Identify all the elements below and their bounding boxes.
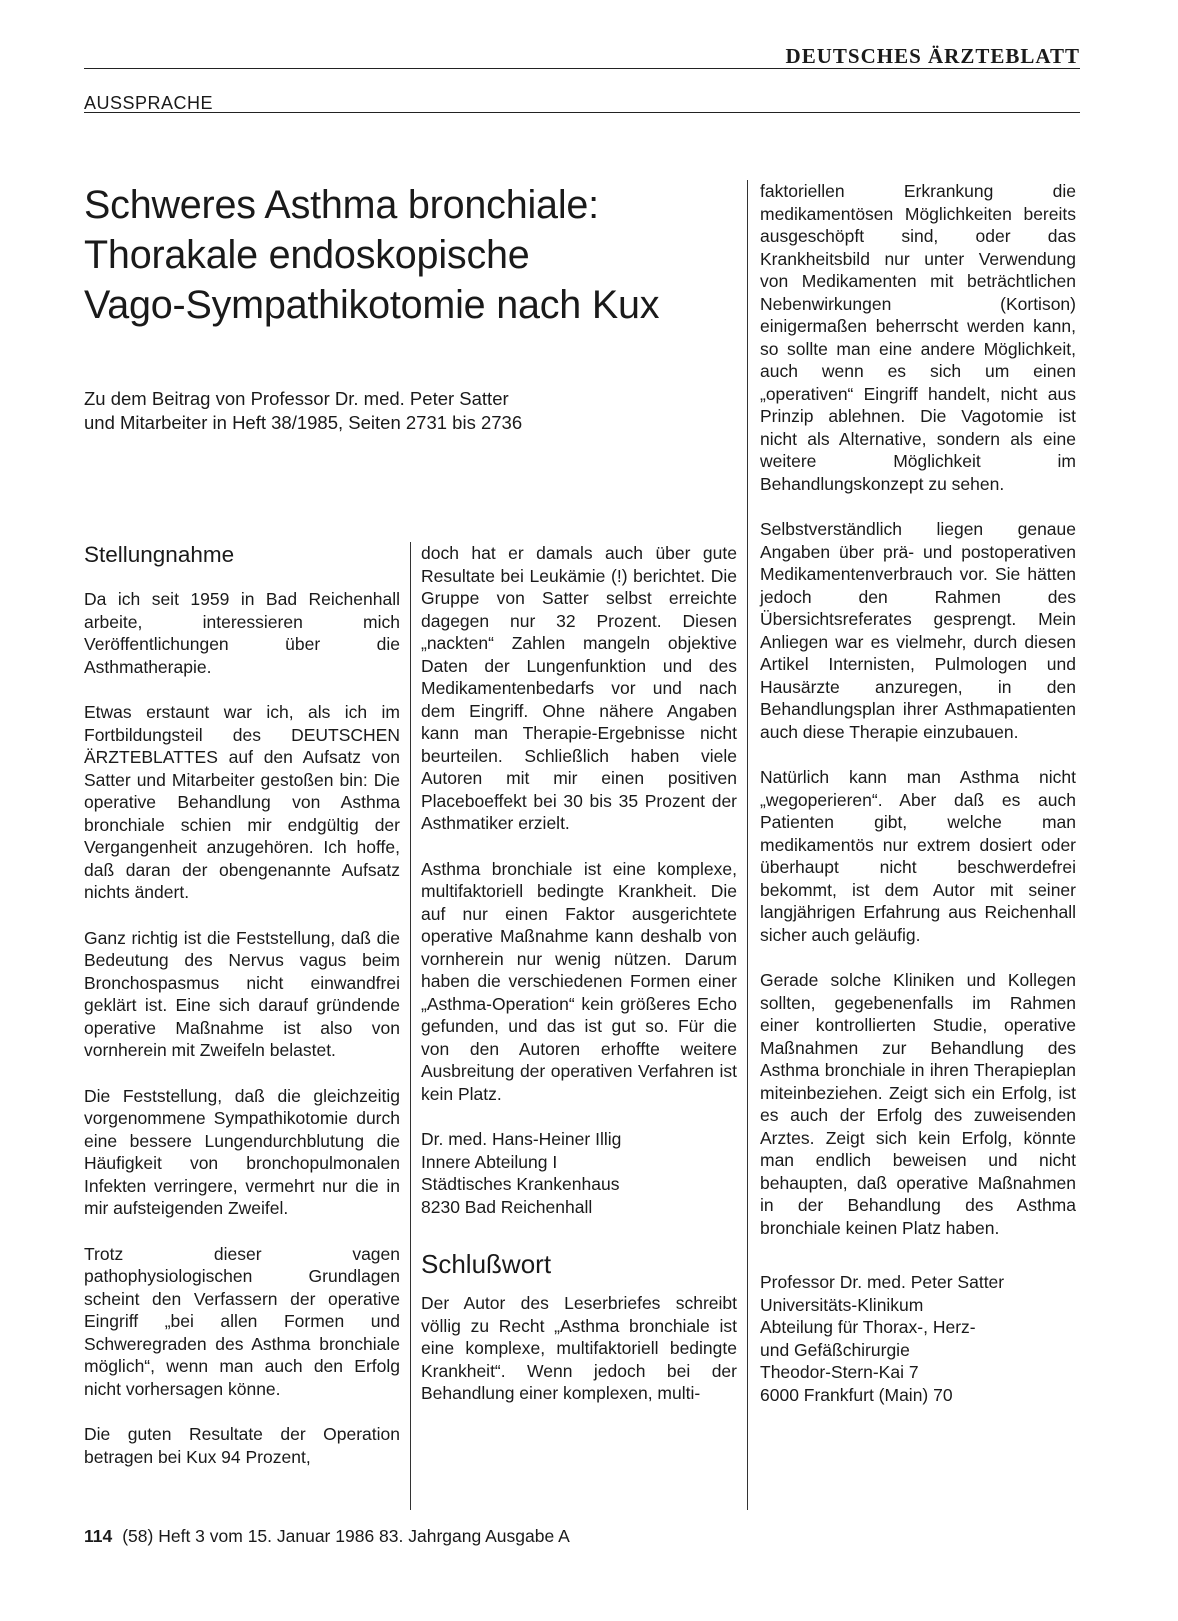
subtitle-line: Zu dem Beitrag von Professor Dr. med. Peter Satter: [84, 388, 509, 409]
paragraph: Selbstverständlich liegen genaue Angaben über prä- und postoperativen Medikamentenverbrauch vor. Sie hätten jedoch den Rahmen des Übersichtsreferates gesprengt. Mein Anliegen war es vielmehr, durch diesen Artikel Internisten, Pulmologen und Hausärzte anzuregen, in den Behandlungsplan ihrer Asthmapatienten auch diese Therapie einzubauen.: [760, 519, 1076, 742]
title-line: Vago-Sympathikotomie nach Kux: [84, 283, 660, 327]
signature-line: und Gefäßchirurgie: [760, 1339, 910, 1360]
heading-stellungnahme: Stellungnahme: [84, 542, 235, 567]
column-2: [421, 542, 737, 1405]
paragraph: Der Autor des Leserbriefes schreibt völlig zu Recht „Asthma bronchiale ist eine komplexe, multifaktoriell bedingte Krankheit“. Wenn jedoch bei der Behandlung einer komplexen, multi-: [421, 1293, 737, 1403]
subtitle-line: und Mitarbeiter in Heft 38/1985, Seiten 2731 bis 2736: [84, 412, 523, 433]
signature-line: Professor Dr. med. Peter Satter: [760, 1272, 1005, 1292]
signature-line: 6000 Frankfurt (Main) 70: [760, 1384, 953, 1405]
page-footer: [84, 1526, 570, 1547]
masthead: DEUTSCHES ÄRZTEBLATT: [785, 44, 1080, 68]
section-rule: [84, 112, 1080, 113]
paragraph: Etwas erstaunt war ich, als ich im Fortbildungsteil des DEUTSCHEN ÄRZTEBLATTES auf den Aufsatz von Satter und Mitarbeiter gestoßen bin: Die operative Behandlung von Asthma bronchiale schien mir endgültig der Vergangenheit anzugehören. Ich hoffe, daß daran der obengenannte Aufsatz nichts ändert.: [84, 702, 400, 902]
reply-signature: [760, 1271, 1076, 1406]
paragraph: doch hat er damals auch über gute Resultate bei Leukämie (!) berichtet. Die Gruppe von Satter selbst erreichte dagegen nur 32 Prozent. Diesen „nackten“ Zahlen mangeln objektive Daten der Lungenfunktion und des Medikamentenbedarfs vor und nach dem Eingriff. Ohne nähere Angaben kann man Therapie-Ergebnisse nicht beurteilen. Schließlich haben viele Autoren mit mir einen positiven Placeboeffekt bei 30 bis 35 Prozent der Asthmatiker erzielt.: [421, 543, 737, 833]
paragraph: Ganz richtig ist die Feststellung, daß die Bedeutung des Nervus vagus beim Bronchospasmus nicht einwandfrei geklärt ist. Eine sich darauf gründende operative Maßnahme ist also von vornherein mit Zweifeln belastet.: [84, 927, 400, 1060]
column-1: [84, 542, 400, 1468]
heading-schlusswort: Schlußwort: [421, 1249, 552, 1279]
signature-line: 8230 Bad Reichenhall: [421, 1196, 593, 1217]
signature-line: Universitäts-Klinikum: [760, 1294, 924, 1315]
column-divider: [410, 542, 411, 1510]
article-title: [84, 180, 744, 330]
title-line: Schweres Asthma bronchiale:: [84, 183, 599, 227]
masthead-rule: [84, 68, 1080, 69]
section-label: AUSSPRACHE: [84, 93, 214, 113]
letter-signature: [421, 1128, 737, 1218]
signature-line: Abteilung für Thorax-, Herz-: [760, 1317, 976, 1337]
column-3: [760, 180, 1076, 1406]
signature-line: Städtisches Krankenhaus: [421, 1174, 620, 1194]
paragraph: Da ich seit 1959 in Bad Reichenhall arbeite, interessieren mich Veröffentlichungen über die Asthmatherapie.: [84, 589, 400, 677]
paragraph: Asthma bronchiale ist eine komplexe, multifaktoriell bedingte Krankheit. Die auf nur einen Faktor ausgerichtete operative Maßnahme kann deshalb von vornherein nur wenig nützen. Darum haben die verschiedenen Formen einer „Asthma-Operation“ kein größeres Echo gefunden, und das ist gut so. Für die von den Autoren erhoffte weitere Ausbreitung der operativen Verfahren ist kein Platz.: [421, 858, 737, 1104]
issue-info: (58) Heft 3 vom 15. Januar 1986 83. Jahrgang Ausgabe A: [122, 1526, 570, 1546]
signature-line: Theodor-Stern-Kai 7: [760, 1362, 919, 1382]
column-divider: [747, 180, 748, 1510]
article-subtitle: [84, 387, 704, 435]
paragraph: Die guten Resultate der Operation betragen bei Kux 94 Prozent,: [84, 1424, 400, 1467]
page-number: 114: [84, 1526, 113, 1546]
paragraph: Natürlich kann man Asthma nicht „wegoperieren“. Aber daß es auch Patienten gibt, welche man medikamentös nur extrem dosiert oder überhaupt nicht beschwerdefrei bekommt, ist dem Autor mit seiner langjährigen Erfahrung aus Reichenhall sicher auch geläufig.: [760, 767, 1076, 945]
paragraph: Trotz dieser vagen pathophysiologischen Grundlagen scheint den Verfassern der operative Eingriff „bei allen Formen und Schweregraden des Asthma bronchiale möglich“, wenn man auch den Erfolg nicht vorhersagen könne.: [84, 1243, 400, 1399]
signature-line: Dr. med. Hans-Heiner Illig: [421, 1129, 622, 1149]
signature-line: Innere Abteilung I: [421, 1151, 558, 1172]
paragraph: Die Feststellung, daß die gleichzeitig vorgenommene Sympathikotomie durch eine bessere Lungendurchblutung die Häufigkeit von bronchopulmonalen Infekten verringere, vermehrt nur die in mir aufsteigenden Zweifel.: [84, 1085, 400, 1218]
paragraph: faktoriellen Erkrankung die medikamentösen Möglichkeiten bereits ausgeschöpft sind, oder das Krankheitsbild nur unter Verwendung von Medikamenten mit beträchtlichen Nebenwirkungen (Kortison) einigermaßen beherrscht werden kann, so sollte man eine andere Möglichkeit, auch wenn es sich um einen „operativen“ Eingriff handelt, nicht aus Prinzip ablehnen. Die Vagotomie ist nicht als Alternative, sondern als eine weitere Möglichkeit im Behandlungskonzept zu sehen.: [760, 181, 1076, 494]
title-line: Thorakale endoskopische: [84, 233, 530, 277]
paragraph: Gerade solche Kliniken und Kollegen sollten, gegebenenfalls im Rahmen einer kontrollierten Studie, operative Maßnahmen zur Behandlung des Asthma bronchiale in ihren Therapieplan miteinbeziehen. Zeigt sich ein Erfolg, ist es auch der Erfolg des zuweisenden Arztes. Zeigt sich kein Erfolg, könnte man endlich beweisen und nicht behaupten, daß operative Maßnahmen in der Behandlung des Asthma bronchiale keinen Platz haben.: [760, 970, 1076, 1238]
